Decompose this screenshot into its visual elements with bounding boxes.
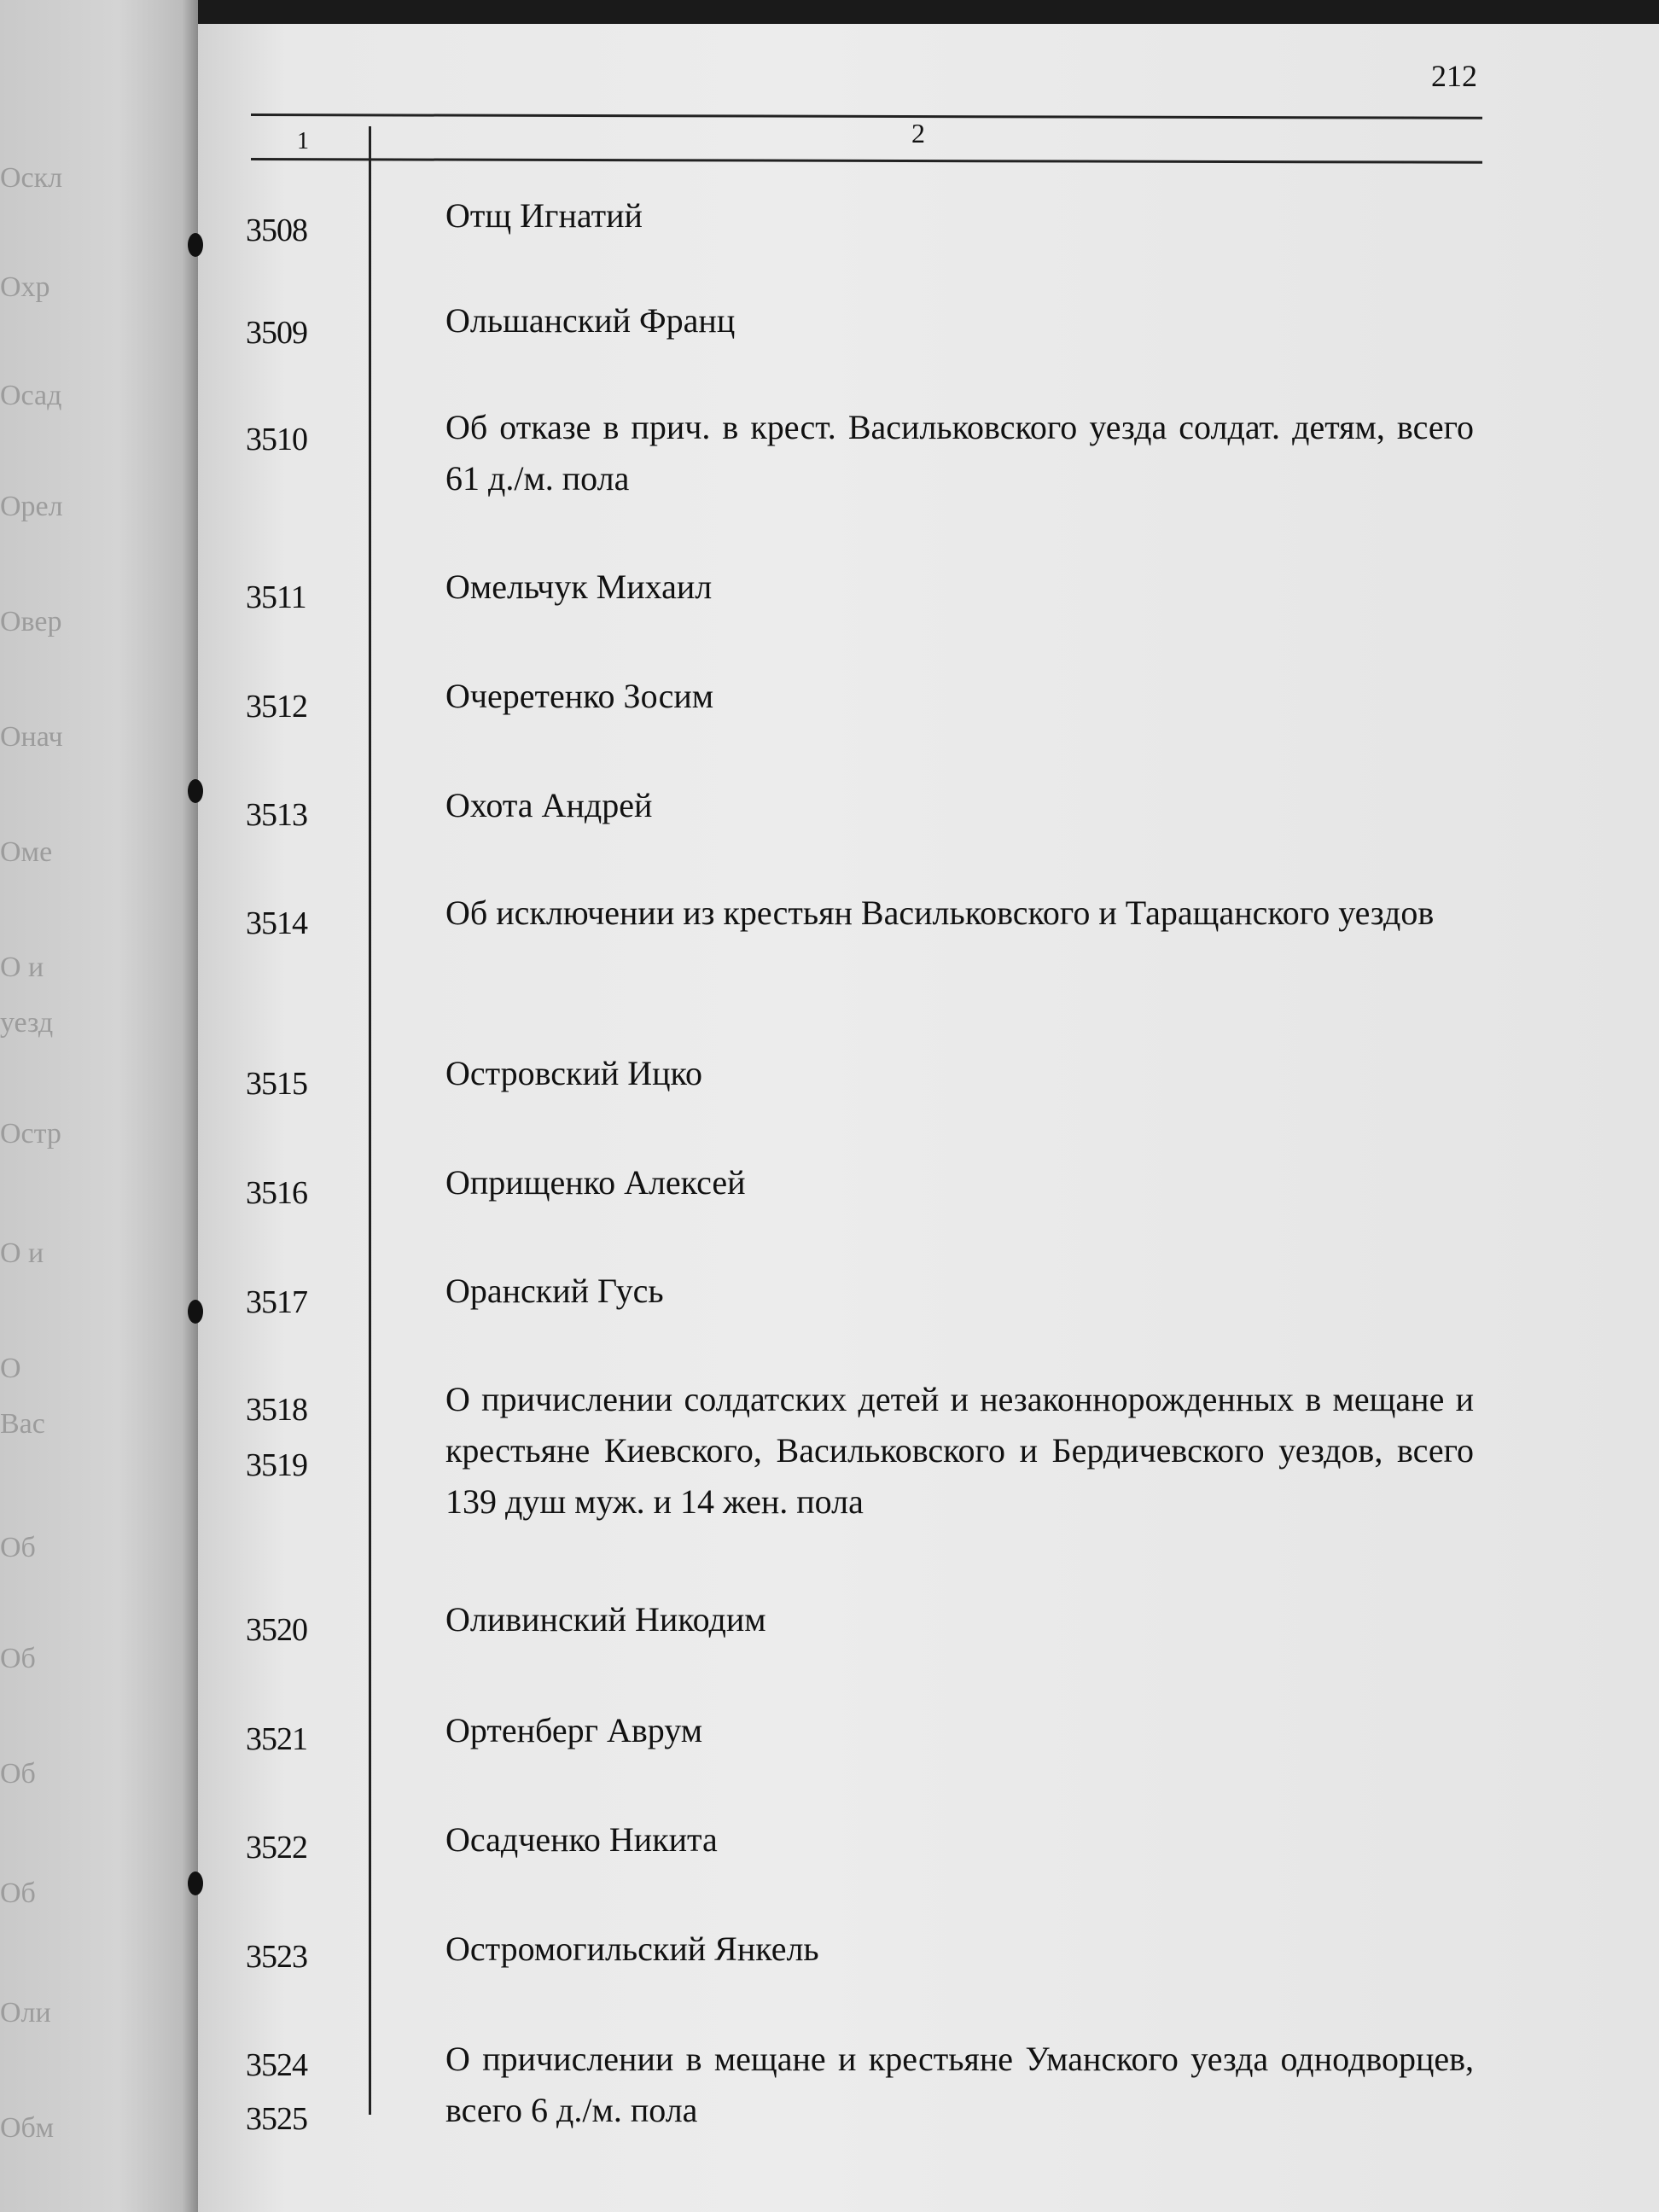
page-number: 212 bbox=[1431, 59, 1477, 93]
left-page-fragment: уезд bbox=[0, 1007, 54, 1039]
left-page-fragment: Оскл bbox=[0, 162, 63, 194]
left-page-fragment: Овер bbox=[0, 606, 62, 637]
entry-number: 3522 bbox=[246, 1830, 307, 1866]
left-page-fragment: Вас bbox=[0, 1408, 45, 1440]
left-page-fragment: Об bbox=[0, 1758, 36, 1790]
left-page-fragment: Орел bbox=[0, 491, 63, 522]
entry-number: 3512 bbox=[246, 689, 307, 725]
column-divider bbox=[369, 126, 371, 2115]
entry-number: 3511 bbox=[246, 579, 306, 615]
entry-text: О причислении солдатских детей и незаконнорожденных в мещане и крестьяне Киевского, Васильковского и Бердичевского уездов, всего 139 душ муж. и 14 жен. пола bbox=[445, 1380, 1474, 1521]
entry-number: 3508 bbox=[246, 212, 307, 248]
entry-text: Омельчук Михаил bbox=[445, 568, 713, 606]
entry-text: Ортенберг Аврум bbox=[445, 1711, 703, 1749]
entry-number: 3524 bbox=[246, 2047, 307, 2083]
binding-hole-icon bbox=[188, 779, 203, 803]
left-page-fragment: Оме bbox=[0, 836, 53, 868]
table-rule-top bbox=[251, 114, 1482, 119]
entry-number: 3514 bbox=[246, 905, 307, 941]
column-header-1: 1 bbox=[297, 128, 309, 154]
left-page-fragment: Об bbox=[0, 1643, 36, 1674]
entry-text: Островский Ицко bbox=[445, 1054, 702, 1092]
left-page-fragment: Охр bbox=[0, 271, 50, 303]
entry-text: Об отказе в прич. в крест. Васильковского уезда солдат. детям, всего 61 д./м. пола bbox=[445, 408, 1474, 498]
entry-text: Об исключении из крестьян Васильковского и Таращанского уездов bbox=[445, 894, 1435, 932]
document-page bbox=[198, 24, 1659, 2212]
entry-text: Оливинский Никодим bbox=[445, 1600, 766, 1639]
entry-text: Осадченко Никита bbox=[445, 1820, 718, 1859]
entry-number: 3521 bbox=[246, 1721, 307, 1757]
entry-text: Отщ Игнатий bbox=[445, 196, 643, 235]
table-rule-bottom bbox=[251, 158, 1482, 164]
left-page-fragment: Остр bbox=[0, 1118, 61, 1150]
left-page-fragment: Осад bbox=[0, 380, 62, 411]
entry-text: О причислении в мещане и крестьяне Уманского уезда однодворцев, всего 6 д./м. пола bbox=[445, 2040, 1474, 2129]
entry-number: 3510 bbox=[246, 422, 307, 457]
entry-number: 3509 bbox=[246, 315, 307, 351]
entry-number: 3515 bbox=[246, 1066, 307, 1102]
column-header-2: 2 bbox=[911, 118, 925, 148]
entry-text: Оранский Гусь bbox=[445, 1272, 664, 1310]
left-page-fragment: Об bbox=[0, 1532, 36, 1563]
entry-text: Ольшанский Франц bbox=[445, 301, 736, 340]
entry-text: Оприщенко Алексей bbox=[445, 1163, 746, 1202]
entry-text: Остромогильский Янкель bbox=[445, 1930, 819, 1968]
binding-hole-icon bbox=[188, 1871, 203, 1895]
binding-hole-icon bbox=[188, 233, 203, 257]
entry-number-secondary: 3525 bbox=[246, 2101, 307, 2137]
left-page-fragment: Обм bbox=[0, 2112, 55, 2144]
entry-number: 3513 bbox=[246, 797, 307, 833]
entry-number: 3517 bbox=[246, 1284, 307, 1320]
left-page-fragment: Оли bbox=[0, 1997, 51, 2029]
entry-number: 3520 bbox=[246, 1612, 307, 1648]
left-page-fragment: Онач bbox=[0, 721, 63, 753]
entry-number: 3518 bbox=[246, 1392, 307, 1428]
entry-number: 3516 bbox=[246, 1175, 307, 1211]
entry-text: Охота Андрей bbox=[445, 786, 653, 824]
left-page-edge bbox=[0, 0, 198, 2212]
left-page-fragment: Об bbox=[0, 1877, 36, 1909]
left-page-fragment: О bbox=[0, 1353, 21, 1384]
left-page-fragment: О и bbox=[0, 952, 44, 983]
entry-number-secondary: 3519 bbox=[246, 1447, 307, 1483]
entry-number: 3523 bbox=[246, 1939, 307, 1975]
binding-hole-icon bbox=[188, 1300, 203, 1324]
entry-text: Очеретенко Зосим bbox=[445, 677, 714, 715]
left-page-fragment: О и bbox=[0, 1237, 44, 1269]
